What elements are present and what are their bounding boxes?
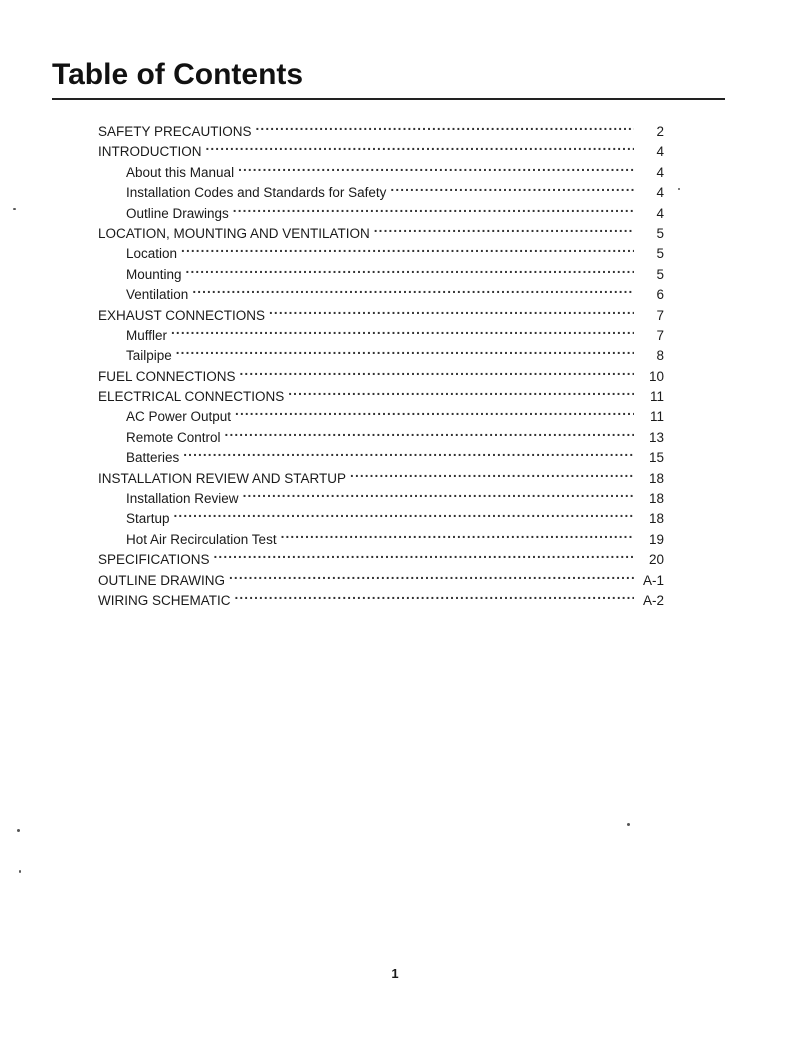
- dot-leader: [238, 157, 634, 177]
- dot-leader: [181, 238, 634, 258]
- toc-entry-label: Installation Codes and Standards for Safety: [126, 185, 387, 201]
- toc-entry-label: WIRING SCHEMATIC: [98, 592, 231, 608]
- toc-entry-page: 11: [649, 409, 664, 425]
- dot-leader: [256, 116, 634, 136]
- toc-entry-page: 10: [648, 368, 664, 384]
- toc-entry-page: 20: [648, 552, 664, 568]
- scan-speck: [627, 823, 630, 826]
- scan-speck: [19, 870, 21, 873]
- dot-leader: [269, 300, 634, 320]
- toc-entry-label: Tailpipe: [126, 348, 172, 364]
- toc-entry-page: 4: [656, 205, 664, 221]
- dot-leader: [186, 259, 634, 279]
- toc-entry-page: 13: [648, 429, 664, 445]
- scan-speck: [678, 188, 680, 190]
- dot-leader: [176, 340, 634, 360]
- toc-entry-label: Hot Air Recirculation Test: [126, 531, 277, 547]
- toc-entry-page: 4: [656, 164, 664, 180]
- dot-leader: [171, 320, 634, 340]
- toc-subentry[interactable]: [98, 238, 664, 262]
- toc-entry-page: 2: [656, 124, 664, 139]
- toc-subentry[interactable]: [98, 320, 664, 343]
- dot-leader: [243, 483, 634, 503]
- dot-leader: [183, 442, 634, 462]
- toc-entry-page: 18: [648, 511, 664, 527]
- toc-entry-page: 7: [656, 327, 664, 343]
- dot-leader: [206, 136, 635, 156]
- toc-entry-page: 11: [649, 389, 664, 405]
- toc-entry-label: Outline Drawings: [126, 205, 229, 221]
- toc-entry-label: INTRODUCTION: [98, 144, 202, 160]
- toc-entry-label: OUTLINE DRAWING: [98, 572, 226, 588]
- toc-entry-label: Muffler: [126, 327, 168, 343]
- toc-entry-page: 18: [648, 470, 664, 486]
- title-underline: [52, 98, 725, 100]
- toc-entry-page: 5: [656, 246, 664, 262]
- toc-entry-label: Startup: [126, 511, 170, 527]
- scan-speck: [17, 829, 20, 832]
- toc-entry-label: FUEL CONNECTIONS: [98, 368, 236, 384]
- dot-leader: [233, 198, 634, 218]
- table-of-contents: [98, 116, 664, 608]
- toc-entry-page: A-2: [642, 592, 664, 608]
- scan-speck: [13, 208, 16, 210]
- dot-leader: [174, 503, 634, 523]
- toc-entry-page: 7: [656, 307, 664, 323]
- toc-entry-label: Ventilation: [126, 287, 189, 303]
- toc-subentry[interactable]: [98, 259, 664, 282]
- dot-leader: [288, 381, 634, 401]
- toc-entry-label: LOCATION, MOUNTING AND VENTILATION: [98, 225, 370, 241]
- toc-entry-page: 18: [648, 491, 664, 507]
- toc-entry-page: A-1: [642, 572, 664, 588]
- toc-subentry[interactable]: [98, 442, 664, 466]
- toc-entry-page: 15: [648, 450, 664, 466]
- dot-leader: [350, 463, 634, 483]
- toc-entry[interactable]: [98, 116, 664, 139]
- toc-entry-page: 5: [656, 266, 664, 282]
- toc-entry-page: 6: [656, 287, 664, 303]
- page-title: Table of Contents: [52, 58, 304, 91]
- dot-leader: [374, 218, 634, 238]
- page-number: 1: [391, 966, 399, 981]
- dot-leader: [235, 401, 634, 421]
- dot-leader: [390, 177, 634, 197]
- toc-entry-page: 5: [656, 225, 664, 241]
- toc-subentry[interactable]: [98, 524, 664, 547]
- toc-entry-label: Location: [126, 246, 178, 262]
- dot-leader: [281, 524, 634, 544]
- toc-entry-label: INSTALLATION REVIEW AND STARTUP: [98, 470, 347, 486]
- toc-entry-page: 4: [656, 185, 664, 201]
- dot-leader: [235, 585, 635, 605]
- toc-entry-label: Mounting: [126, 266, 182, 282]
- toc-entry-page: 4: [656, 144, 664, 160]
- dot-leader: [192, 279, 634, 299]
- toc-entry-label: Installation Review: [126, 491, 239, 507]
- toc-entry-label: SAFETY PRECAUTIONS: [98, 124, 252, 139]
- dot-leader: [240, 361, 634, 381]
- toc-entry-label: EXHAUST CONNECTIONS: [98, 307, 266, 323]
- toc-entry-page: 8: [656, 348, 664, 364]
- toc-entry-label: Remote Control: [126, 429, 221, 445]
- dot-leader: [214, 544, 634, 564]
- toc-subentry[interactable]: [98, 503, 664, 527]
- toc-entry-label: ELECTRICAL CONNECTIONS: [98, 389, 285, 405]
- toc-subentry[interactable]: [98, 340, 664, 364]
- toc-entry[interactable]: [98, 361, 664, 384]
- toc-entry-label: SPECIFICATIONS: [98, 552, 210, 568]
- toc-entry-page: 19: [648, 531, 664, 547]
- toc-entry-label: Batteries: [126, 450, 180, 466]
- toc-entry-label: About this Manual: [126, 164, 235, 180]
- dot-leader: [229, 565, 634, 585]
- toc-entry-label: AC Power Output: [126, 409, 232, 425]
- dot-leader: [225, 422, 634, 442]
